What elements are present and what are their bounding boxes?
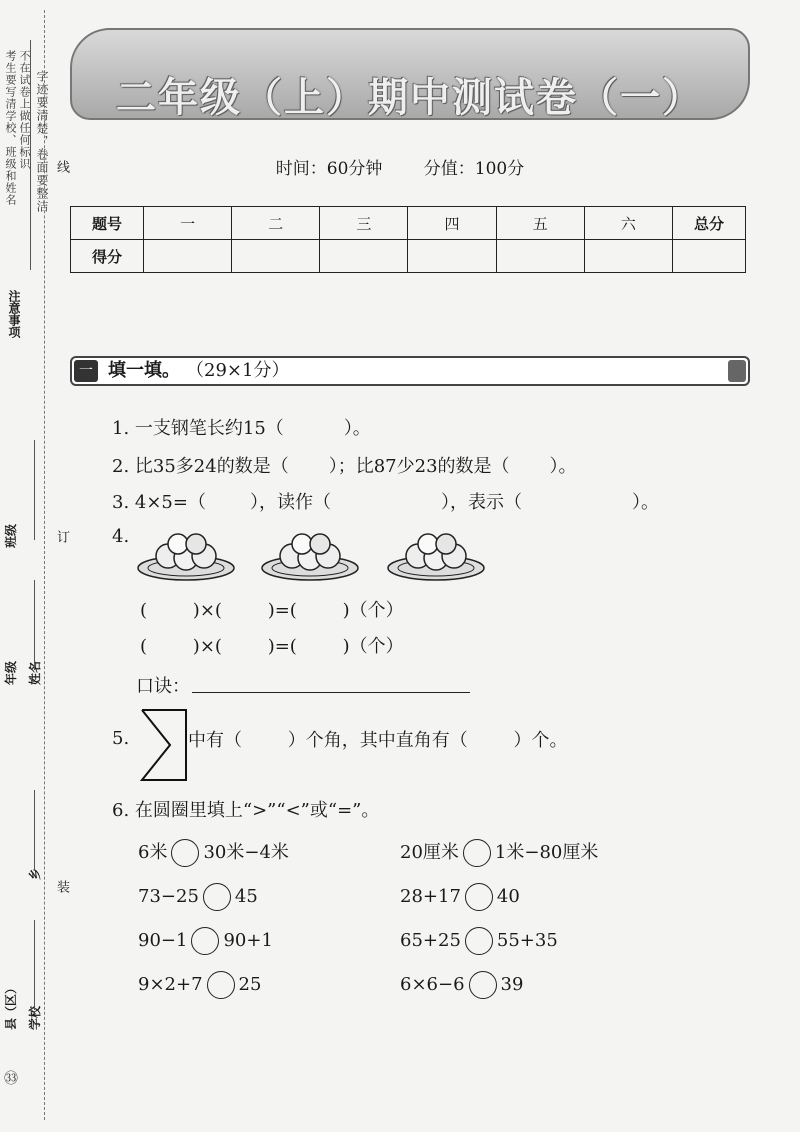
- question-3: [112, 488, 659, 514]
- score-cell-4[interactable]: [408, 240, 496, 273]
- exam-info: [0, 154, 800, 179]
- q1-text-a: 1. 一支钢笔长约15（: [112, 418, 284, 439]
- q3-text-d: ）。: [631, 492, 659, 513]
- title-banner: [70, 28, 750, 120]
- row-label-defen: 得分: [71, 240, 144, 273]
- compare-right-1: [400, 838, 598, 868]
- section-1-points: （29×1分）: [186, 360, 290, 381]
- compare-right-3-b: 55+35: [496, 930, 558, 951]
- q3-text-c: ），表示（: [440, 492, 522, 513]
- name-field-label: 姓名: [28, 660, 42, 685]
- col-1: 一: [144, 207, 232, 240]
- xiang-field-line[interactable]: [34, 790, 35, 870]
- compare-right-2-a: 28+17: [400, 886, 461, 907]
- compare-right-3-a: 65+25: [400, 930, 461, 951]
- notice-line-2: 不在试卷上做任何标识: [18, 50, 31, 170]
- compare-left-1: [138, 838, 289, 868]
- compare-left-4: [138, 970, 261, 1000]
- compare-left-1-b: 30米−4米: [203, 842, 289, 863]
- q4-label: 4.: [112, 526, 130, 547]
- zhuang-label: 装: [54, 880, 69, 893]
- question-2: [112, 452, 577, 478]
- col-3: 三: [320, 207, 408, 240]
- score-cell-1[interactable]: [144, 240, 232, 273]
- score-table-header-row: [71, 207, 746, 240]
- q2-text-c: ）。: [549, 456, 577, 477]
- q4-equation-1[interactable]: ( )×( )=( )（个）: [140, 600, 404, 621]
- grade-field-label: 年级: [4, 660, 18, 685]
- q4-equation-2[interactable]: ( )×( )=( )（个）: [140, 636, 404, 657]
- q2-text-b: ）；比87少23的数是（: [328, 456, 510, 477]
- section-1-end-cap: [728, 360, 746, 382]
- compare-right-1-circle[interactable]: [463, 839, 491, 867]
- col-2: 二: [232, 207, 320, 240]
- compare-right-2: [400, 882, 520, 912]
- score-cell-5[interactable]: [496, 240, 584, 273]
- question-1: [112, 414, 371, 440]
- compare-right-3: [400, 926, 558, 956]
- compare-right-1-a: 20厘米: [400, 842, 459, 863]
- notice-line-3: 字迹要清楚，卷面要整洁: [35, 70, 49, 213]
- notice-line-1: 考生要写清学校、班级和姓名: [4, 50, 17, 206]
- ding-label: 订: [54, 530, 69, 543]
- exam-title: 二年级（上）期中测试卷（一）: [116, 75, 704, 121]
- fruit-plate-1: [138, 534, 234, 580]
- compare-left-2-a: 73−25: [138, 886, 199, 907]
- compare-left-4-circle[interactable]: [207, 971, 235, 999]
- page-number: ㉝: [4, 1071, 18, 1087]
- q2-text-a: 2. 比35多24的数是（: [112, 456, 289, 477]
- compare-right-1-b: 1米−80厘米: [494, 842, 599, 863]
- q1-text-b: ）。: [343, 418, 371, 439]
- score-table-score-row: [71, 240, 746, 273]
- school-field-label: 学校: [28, 1005, 42, 1030]
- compare-left-3-b: 90+1: [223, 930, 273, 951]
- compare-left-1-circle[interactable]: [171, 839, 199, 867]
- compare-left-4-b: 25: [238, 974, 262, 995]
- compare-right-4: [400, 970, 523, 1000]
- notice-title: 注意事项: [7, 290, 21, 338]
- col-5: 五: [496, 207, 584, 240]
- school-field-line[interactable]: [34, 920, 35, 1010]
- exam-time: 时间：60分钟: [275, 159, 383, 179]
- compare-right-4-circle[interactable]: [469, 971, 497, 999]
- exam-score: 分值：100分: [423, 159, 525, 179]
- xiang-field-label: 乡: [28, 867, 42, 880]
- xian-label: 线: [54, 160, 69, 173]
- section-1-header: [70, 356, 750, 386]
- compare-right-4-b: 39: [500, 974, 524, 995]
- section-1-number: 一: [74, 360, 98, 382]
- score-cell-6[interactable]: [584, 240, 672, 273]
- name-field-line[interactable]: [34, 580, 35, 670]
- compare-left-3-circle[interactable]: [191, 927, 219, 955]
- compare-left-4-a: 9×2+7: [138, 974, 203, 995]
- q3-text-a: 3. 4×5=（: [112, 492, 206, 513]
- compare-right-2-circle[interactable]: [465, 883, 493, 911]
- score-table: [70, 206, 746, 273]
- q4-koujue-line[interactable]: [192, 692, 470, 693]
- compare-right-3-circle[interactable]: [465, 927, 493, 955]
- fruit-plates-illustration: [136, 528, 486, 586]
- q4-koujue-label: 口诀：: [136, 676, 190, 697]
- score-cell-3[interactable]: [320, 240, 408, 273]
- class-field-label: 班级: [4, 523, 18, 548]
- col-total: 总分: [673, 207, 746, 240]
- class-field-line[interactable]: [34, 440, 35, 540]
- score-cell-total[interactable]: [673, 240, 746, 273]
- angle-figure: [140, 708, 188, 782]
- section-1-title: 填一填。: [108, 360, 180, 381]
- score-cell-2[interactable]: [232, 240, 320, 273]
- compare-right-4-a: 6×6−6: [400, 974, 465, 995]
- compare-left-2: [138, 882, 258, 912]
- col-6: 六: [584, 207, 672, 240]
- q5-text: 中有（ ）个角，其中直角有（ ）个。: [188, 730, 568, 751]
- col-4: 四: [408, 207, 496, 240]
- compare-right-2-b: 40: [496, 886, 520, 907]
- q3-text-b: ），读作（: [249, 492, 331, 513]
- compare-left-3-a: 90−1: [138, 930, 188, 951]
- compare-left-2-circle[interactable]: [203, 883, 231, 911]
- compare-left-3: [138, 926, 273, 956]
- fruit-plate-2: [262, 534, 358, 580]
- county-field-label: 县（区）: [4, 981, 18, 1030]
- compare-left-1-a: 6米: [138, 842, 168, 863]
- fruit-plate-3: [388, 534, 484, 580]
- q5-label: 5.: [112, 728, 130, 749]
- q6-title: 6. 在圆圈里填上“>”“<”或“=”。: [112, 800, 380, 821]
- compare-left-2-b: 45: [234, 886, 258, 907]
- row-label-tihao: 题号: [71, 207, 144, 240]
